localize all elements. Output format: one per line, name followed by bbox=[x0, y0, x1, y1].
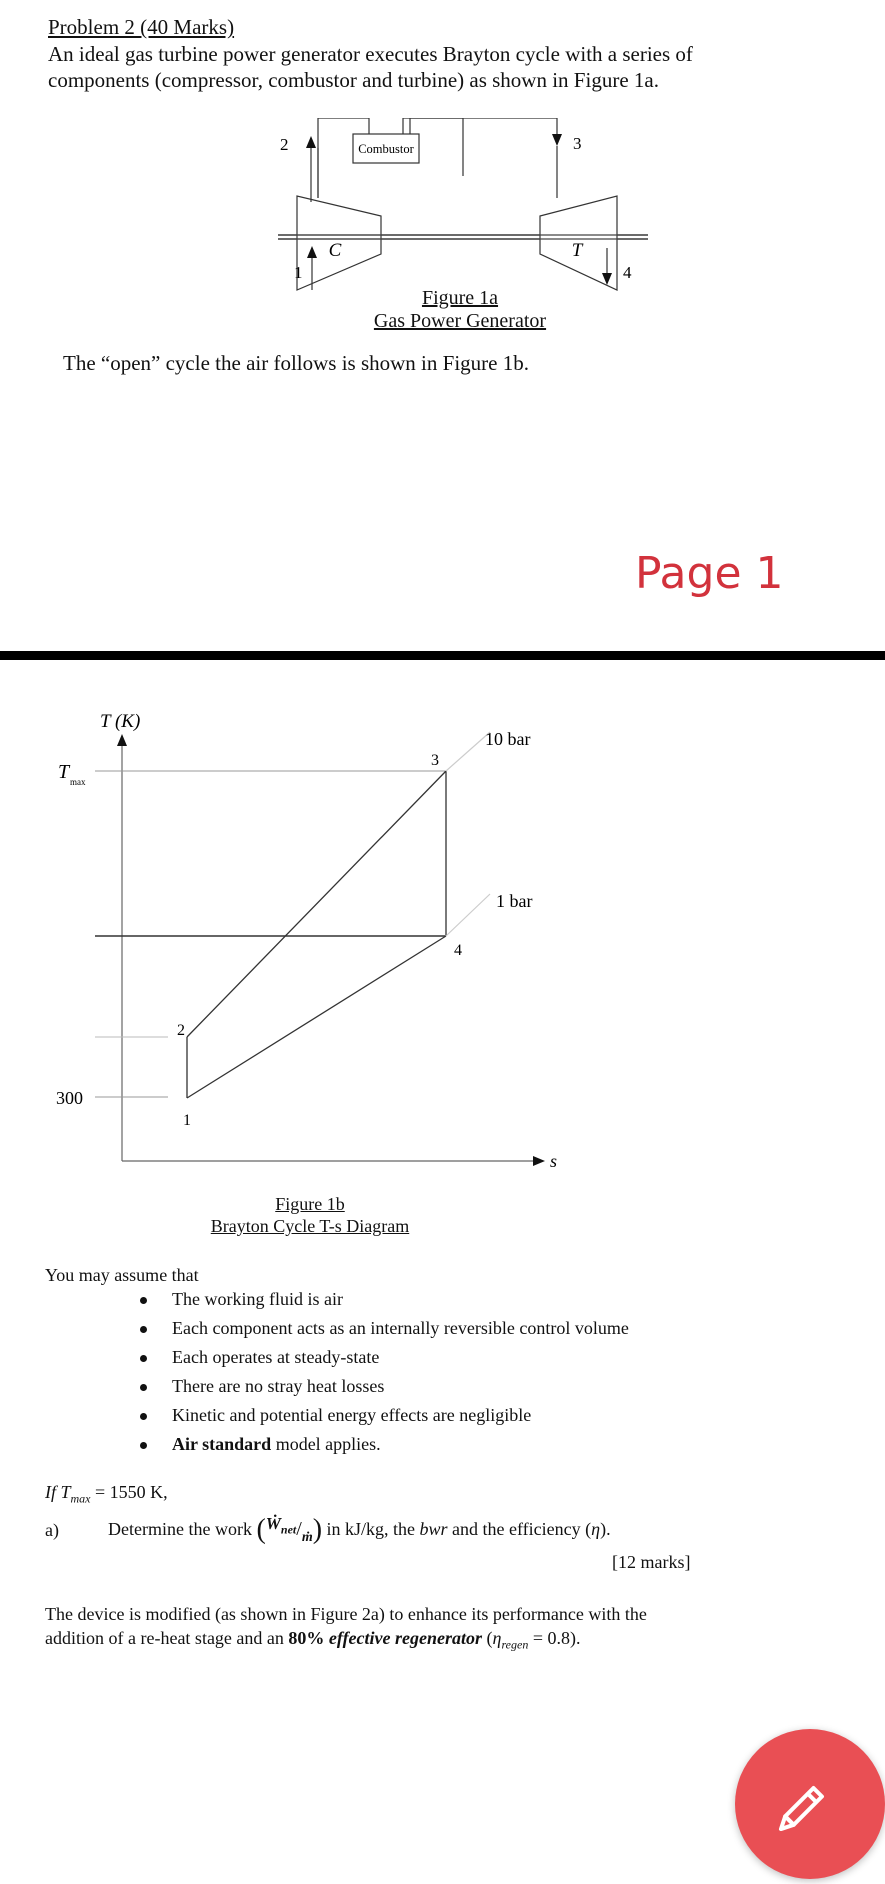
p-high-label: 10 bar bbox=[485, 729, 531, 749]
duct-compressor-combustor bbox=[318, 118, 369, 198]
p-low-label: 1 bar bbox=[496, 891, 533, 911]
problem-heading: Problem 2 (40 Marks) bbox=[48, 15, 235, 39]
state-3-ts: 3 bbox=[431, 752, 439, 769]
modification-line1: The device is modified (as shown in Figure 2a) to enhance its performance with the bbox=[45, 1604, 647, 1624]
state-3-label: 3 bbox=[573, 134, 582, 153]
bwr-text: bwr bbox=[419, 1519, 448, 1539]
x-axis-arrow-icon bbox=[533, 1156, 545, 1166]
process-2-3-isobar bbox=[187, 771, 446, 1037]
x-axis-label: s bbox=[550, 1151, 558, 1171]
page-label: Page 1 bbox=[635, 548, 784, 599]
outlet-arrow-icon bbox=[602, 273, 612, 285]
work-numerator: $Ẇ_{net}$ bbox=[265, 1514, 297, 1537]
edit-fab-button[interactable] bbox=[735, 1729, 885, 1879]
if-tmax-line bbox=[45, 1480, 168, 1511]
state-1-label: 1 bbox=[294, 263, 303, 282]
paren-right: ) bbox=[312, 1514, 323, 1545]
part-a-text: Determine the work $(Ẇ_{net}/_ṁ)$ in kJ/kg, the bwr and the efficiency (η). bbox=[108, 1514, 611, 1545]
marks-label: [12 marks] bbox=[612, 1552, 691, 1572]
turbine-label: T bbox=[571, 240, 583, 261]
mod-paren: ( bbox=[486, 1628, 493, 1648]
flow-arrow-3-icon bbox=[552, 134, 562, 146]
assumptions-list bbox=[130, 1285, 629, 1459]
modification-line2 bbox=[45, 1626, 581, 1657]
part-a-text-b: in kJ/kg, the bbox=[326, 1519, 416, 1539]
combustor-label: Combustor bbox=[358, 142, 414, 156]
air-standard-bold: Air standard bbox=[172, 1434, 272, 1454]
mod-bold: 80% bbox=[288, 1628, 325, 1648]
eta-regen: η bbox=[492, 1628, 502, 1648]
compressor-label: C bbox=[328, 240, 342, 261]
duct-combustor-turbine-a bbox=[403, 118, 463, 176]
if-prefix: If T bbox=[45, 1482, 71, 1502]
assumption-item bbox=[130, 1430, 629, 1459]
if-sub: max bbox=[70, 1491, 91, 1506]
state-4-ts: 4 bbox=[454, 942, 462, 959]
tmax-label: T bbox=[58, 761, 70, 783]
eta-symbol: η bbox=[591, 1519, 601, 1539]
t300-label: 300 bbox=[56, 1088, 83, 1108]
work-denominator: ṁ bbox=[301, 1530, 313, 1545]
isobar-1bar-ext bbox=[446, 894, 490, 936]
if-value: = 1550 K, bbox=[90, 1482, 168, 1502]
duct-combustor-turbine bbox=[410, 118, 557, 138]
figure-1a-caption-line2: Gas Power Generator bbox=[373, 310, 547, 332]
figure-1b-caption-line1: Figure 1b bbox=[275, 1194, 345, 1214]
state-2-label: 2 bbox=[280, 135, 289, 154]
tmax-sub: max bbox=[70, 777, 86, 787]
paren-left: ( bbox=[256, 1514, 266, 1545]
y-axis-label: T (K) bbox=[100, 711, 141, 732]
open-cycle-text: The “open” cycle the air follows is shown in Figure 1b. bbox=[63, 351, 529, 375]
assumption-item: Each operates at steady-state bbox=[130, 1343, 629, 1372]
problem-intro-line2: components (compressor, combustor and turbine) as shown in Figure 1a. bbox=[48, 68, 659, 92]
figure-1b-caption-line2: Brayton Cycle T-s Diagram bbox=[210, 1216, 410, 1236]
assumption-item: The working fluid is air bbox=[130, 1285, 629, 1314]
assumptions-intro: You may assume that bbox=[45, 1265, 199, 1285]
state-4-label: 4 bbox=[623, 263, 632, 282]
eta-regen-sub: regen bbox=[501, 1637, 529, 1652]
part-a-text-d: ). bbox=[600, 1519, 611, 1539]
assumption-item: Kinetic and potential energy effects are negligible bbox=[130, 1401, 629, 1430]
pencil-icon bbox=[735, 1729, 885, 1879]
mod-text-c: = 0.8). bbox=[528, 1628, 581, 1648]
assumption-item: There are no stray heat losses bbox=[130, 1372, 629, 1401]
figure-1b-ts-diagram bbox=[40, 700, 580, 1180]
problem-intro-line1: An ideal gas turbine power generator executes Brayton cycle with a series of bbox=[48, 42, 693, 66]
page-divider bbox=[0, 651, 885, 660]
mod-text-a: addition of a re-heat stage and an bbox=[45, 1628, 284, 1648]
isobar-10bar-ext bbox=[446, 732, 490, 771]
state-1-ts: 1 bbox=[183, 1112, 191, 1129]
y-axis-arrow-icon bbox=[117, 734, 127, 746]
part-a-label: a) bbox=[45, 1520, 59, 1540]
process-4-1-isobar bbox=[187, 936, 446, 1098]
part-a-text-a: Determine the work bbox=[108, 1519, 252, 1539]
mod-bold-italic: effective regenerator bbox=[328, 1628, 483, 1648]
assumption-item: Each component acts as an internally reversible control volume bbox=[130, 1314, 629, 1343]
air-standard-rest: model applies. bbox=[271, 1434, 381, 1454]
state-2-ts: 2 bbox=[177, 1022, 185, 1039]
part-a-text-c: and the efficiency ( bbox=[452, 1519, 592, 1539]
figure-1a-caption-line1: Figure 1a bbox=[421, 287, 499, 309]
